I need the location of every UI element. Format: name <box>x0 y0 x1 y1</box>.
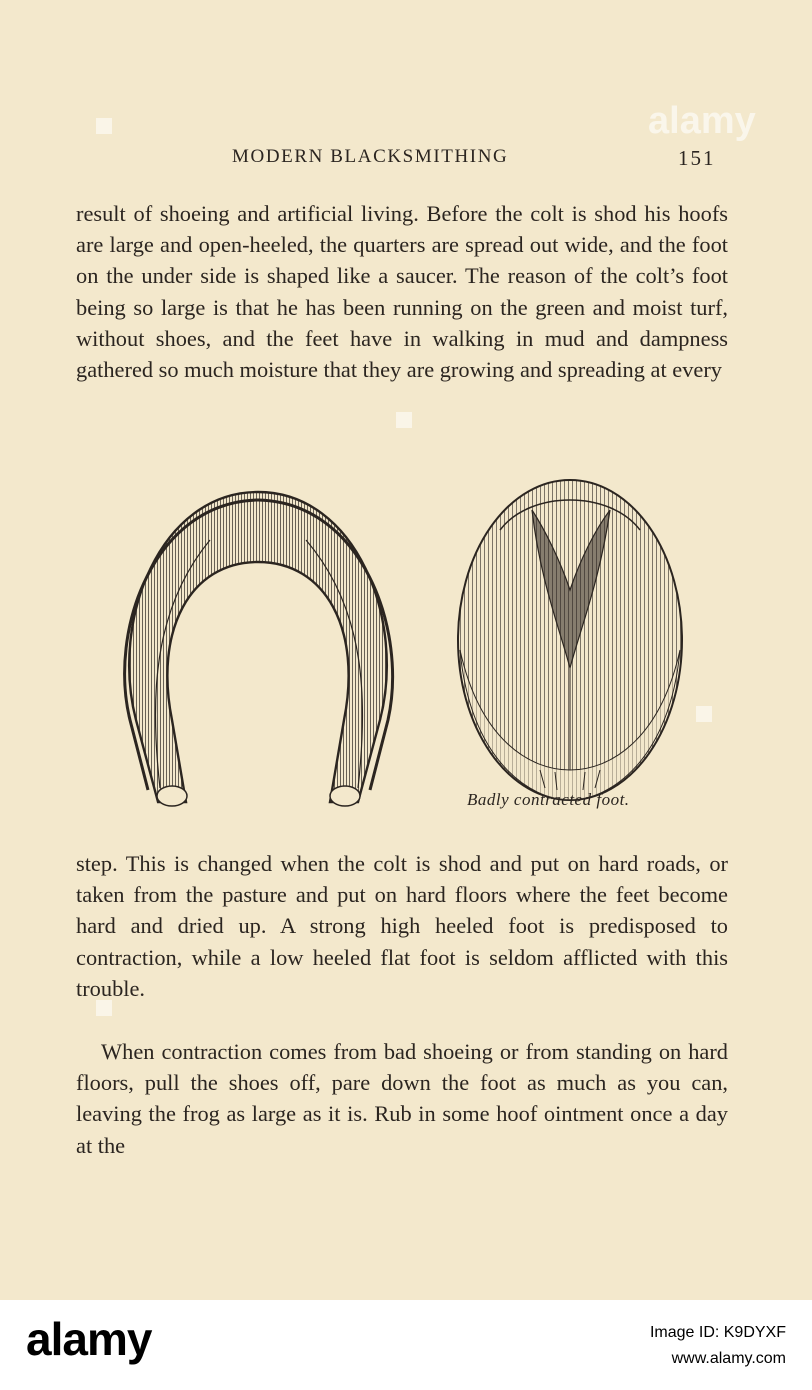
contracted-hoof-drawing <box>458 480 682 800</box>
site-url-text: www.alamy.com <box>671 1350 786 1367</box>
paragraph-1: result of shoeing and artificial living. Before the colt is shod his hoofs are large and open-heeled, the quarters are spread out wide, and the foot on the under side is shaped like a saucer. The reason of the colt’s foot being so large is that he has been running on the green and moist turf, without shoes, and the feet have in walking in mud and dampness gathered so much moisture that they are growing and spreading at every <box>76 201 728 383</box>
alamy-logo: alamy <box>26 1313 152 1365</box>
watermark-text: alamy <box>648 100 756 142</box>
paragraph-3: When contraction comes from bad shoeing or from standing on hard floors, pull the shoes off, pare down the foot as much as you can, leaving the frog as large as it is. Rub in some hoof ointment once a day at the <box>76 1039 728 1158</box>
watermark-square <box>396 412 412 428</box>
image-id-block <box>650 1320 786 1372</box>
stock-photo-footer <box>0 1300 812 1390</box>
figure-caption: Badly contracted foot. <box>467 790 630 809</box>
paragraph-2: step. This is changed when the colt is shod and put on hard roads, or taken from the pasture and put on hard floors where the feet become hard and dried up. A strong high heeled foot is predisposed to contraction, while a low heeled flat foot is seldom afflicted with this trouble. <box>76 851 728 1001</box>
running-header <box>0 142 812 172</box>
horseshoe-drawing <box>125 492 393 806</box>
figure-illustration <box>100 470 720 830</box>
page-number: 151 <box>678 146 716 170</box>
watermark-square <box>96 118 112 134</box>
image-id-text: Image ID: K9DYXF <box>649 1324 786 1341</box>
running-head-title: MODERN BLACKSMITHING <box>232 146 509 167</box>
